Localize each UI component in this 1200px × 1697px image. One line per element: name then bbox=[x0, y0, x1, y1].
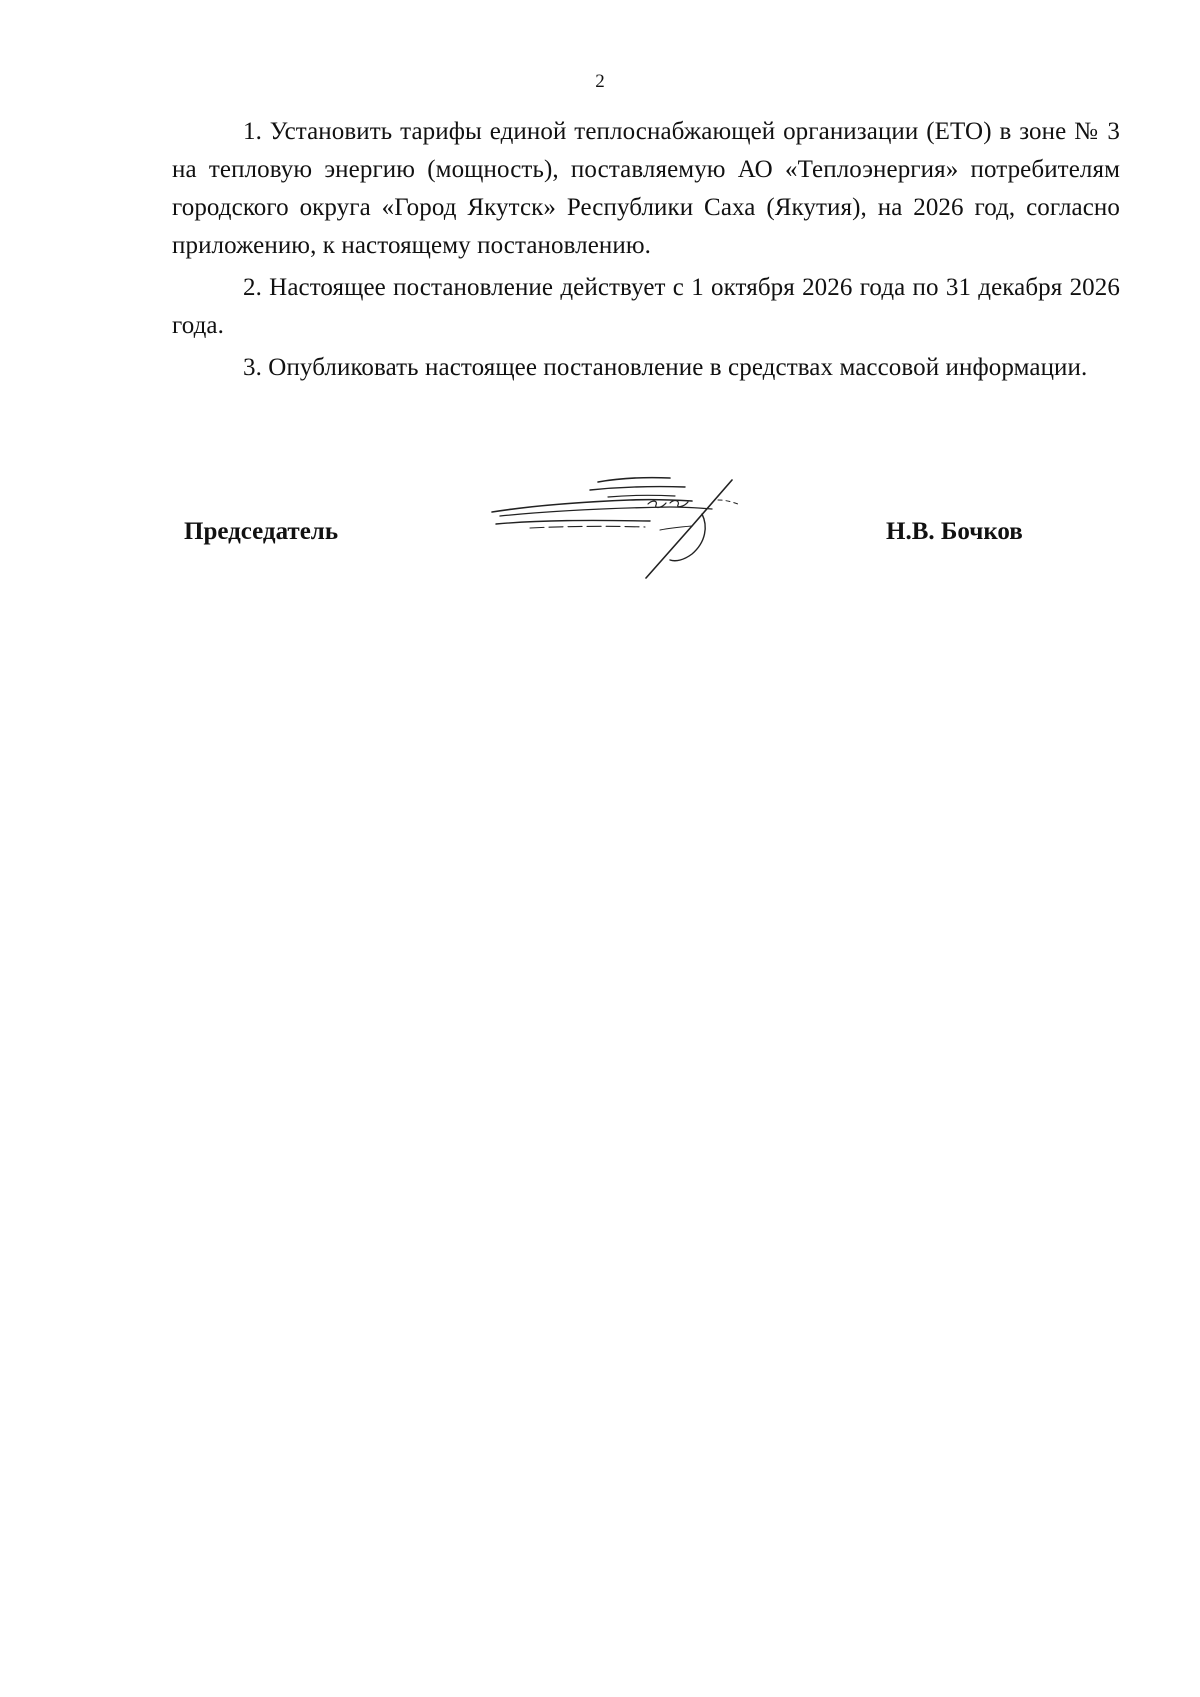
page-number: 2 bbox=[595, 71, 605, 92]
signatory-role: Председатель bbox=[184, 518, 339, 545]
paragraph-2: 2. Настоящее постановление действует с 1 октября 2026 года по 31 декабря 2026 года. bbox=[172, 274, 1120, 339]
paragraph-3: 3. Опубликовать настоящее постановление в средствах массовой информации. bbox=[243, 354, 1088, 381]
signatory-name: Н.В. Бочков bbox=[886, 518, 1023, 545]
handwritten-signature-icon bbox=[470, 470, 790, 580]
signature-block bbox=[0, 470, 1200, 580]
paragraph-1: 1. Установить тарифы единой теплоснабжающей организации (ЕТО) в зоне № 3 на тепловую энергию (мощность), поставляемую АО «Теплоэнергия» потребителям городского округа «Город Якутск» Республики Саха (Якутия), на 2026 год, согласно приложению, к настоящему постановлению. bbox=[172, 118, 1120, 259]
document-body bbox=[172, 113, 1120, 391]
